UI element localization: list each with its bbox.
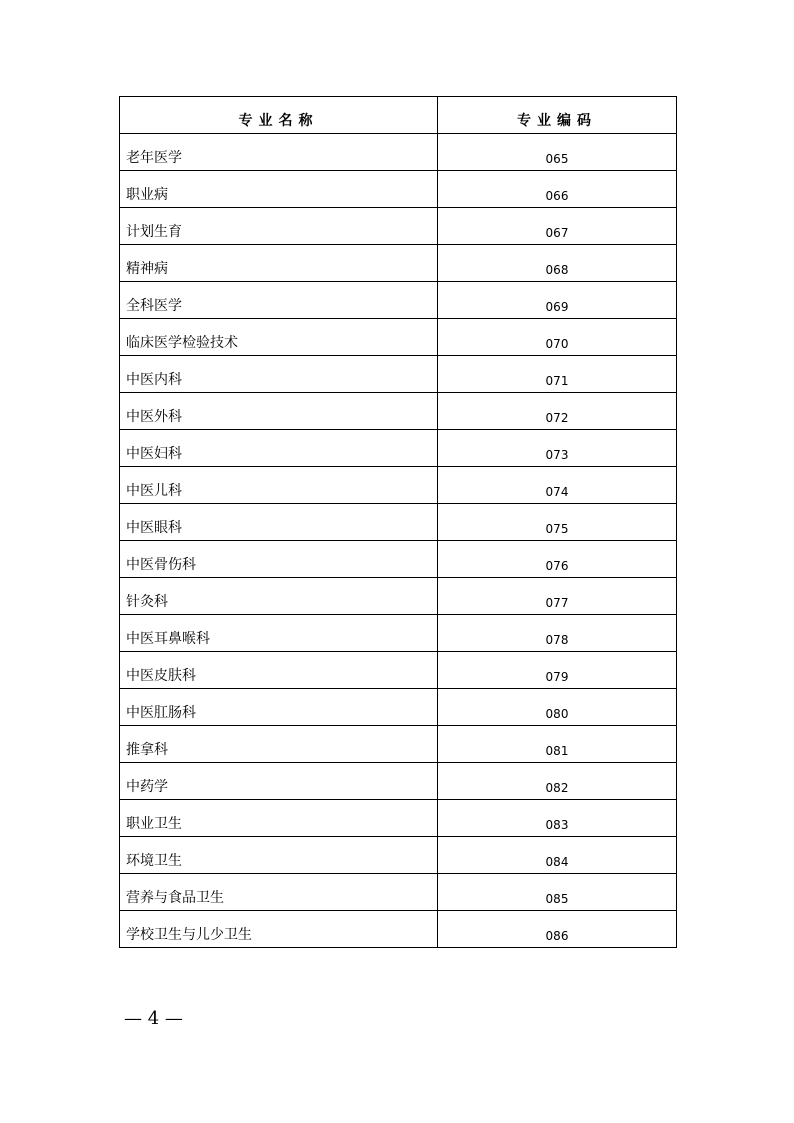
table-row: [120, 134, 677, 171]
table-row: [120, 356, 677, 393]
specialty-code-cell: 078: [438, 615, 677, 652]
specialty-name-cell: 营养与食品卫生: [120, 874, 438, 911]
table-row: [120, 171, 677, 208]
table-row: [120, 541, 677, 578]
specialty-name-cell: 环境卫生: [120, 837, 438, 874]
specialty-code-cell: 066: [438, 171, 677, 208]
specialty-name-cell: 中医耳鼻喉科: [120, 615, 438, 652]
table-row: [120, 763, 677, 800]
specialty-code-cell: 072: [438, 393, 677, 430]
specialty-table: [119, 96, 677, 948]
specialty-name-cell: 中医肛肠科: [120, 689, 438, 726]
page-number: — 4 —: [124, 1008, 183, 1029]
header-specialty-name: 专业名称: [120, 97, 438, 134]
specialty-name-cell: 全科医学: [120, 282, 438, 319]
table-row: [120, 652, 677, 689]
specialty-code-cell: 081: [438, 726, 677, 763]
table-row: [120, 430, 677, 467]
specialty-name-cell: 中医内科: [120, 356, 438, 393]
table-row: [120, 874, 677, 911]
table-row: [120, 245, 677, 282]
table-row: [120, 208, 677, 245]
specialty-code-cell: 082: [438, 763, 677, 800]
specialty-name-cell: 老年医学: [120, 134, 438, 171]
specialty-code-cell: 077: [438, 578, 677, 615]
table-body: [120, 134, 677, 948]
specialty-name-cell: 中医儿科: [120, 467, 438, 504]
specialty-name-cell: 计划生育: [120, 208, 438, 245]
table-row: [120, 800, 677, 837]
table-row: [120, 504, 677, 541]
specialty-name-cell: 中医皮肤科: [120, 652, 438, 689]
specialty-code-cell: 084: [438, 837, 677, 874]
specialty-code-cell: 083: [438, 800, 677, 837]
specialty-name-cell: 中医妇科: [120, 430, 438, 467]
table-row: [120, 689, 677, 726]
specialty-code-cell: 085: [438, 874, 677, 911]
specialty-code-cell: 086: [438, 911, 677, 948]
specialty-name-cell: 临床医学检验技术: [120, 319, 438, 356]
table-row: [120, 837, 677, 874]
specialty-name-cell: 学校卫生与儿少卫生: [120, 911, 438, 948]
specialty-code-cell: 071: [438, 356, 677, 393]
table-row: [120, 319, 677, 356]
specialty-name-cell: 中医眼科: [120, 504, 438, 541]
specialty-code-cell: 074: [438, 467, 677, 504]
header-specialty-code: 专业编码: [438, 97, 677, 134]
specialty-code-cell: 080: [438, 689, 677, 726]
table-row: [120, 467, 677, 504]
table-row: [120, 911, 677, 948]
specialty-code-cell: 076: [438, 541, 677, 578]
table-row: [120, 615, 677, 652]
specialty-name-cell: 中医外科: [120, 393, 438, 430]
specialty-code-cell: 079: [438, 652, 677, 689]
specialty-code-cell: 073: [438, 430, 677, 467]
specialty-name-cell: 中药学: [120, 763, 438, 800]
specialty-code-cell: 067: [438, 208, 677, 245]
specialty-name-cell: 职业卫生: [120, 800, 438, 837]
table-row: [120, 726, 677, 763]
table-row: [120, 578, 677, 615]
specialty-code-cell: 068: [438, 245, 677, 282]
specialty-code-cell: 070: [438, 319, 677, 356]
specialty-name-cell: 中医骨伤科: [120, 541, 438, 578]
specialty-code-cell: 075: [438, 504, 677, 541]
specialty-name-cell: 职业病: [120, 171, 438, 208]
specialty-name-cell: 针灸科: [120, 578, 438, 615]
specialty-code-cell: 069: [438, 282, 677, 319]
specialty-code-cell: 065: [438, 134, 677, 171]
table-row: [120, 393, 677, 430]
specialty-name-cell: 精神病: [120, 245, 438, 282]
table-header-row: [120, 97, 677, 134]
table-row: [120, 282, 677, 319]
specialty-name-cell: 推拿科: [120, 726, 438, 763]
